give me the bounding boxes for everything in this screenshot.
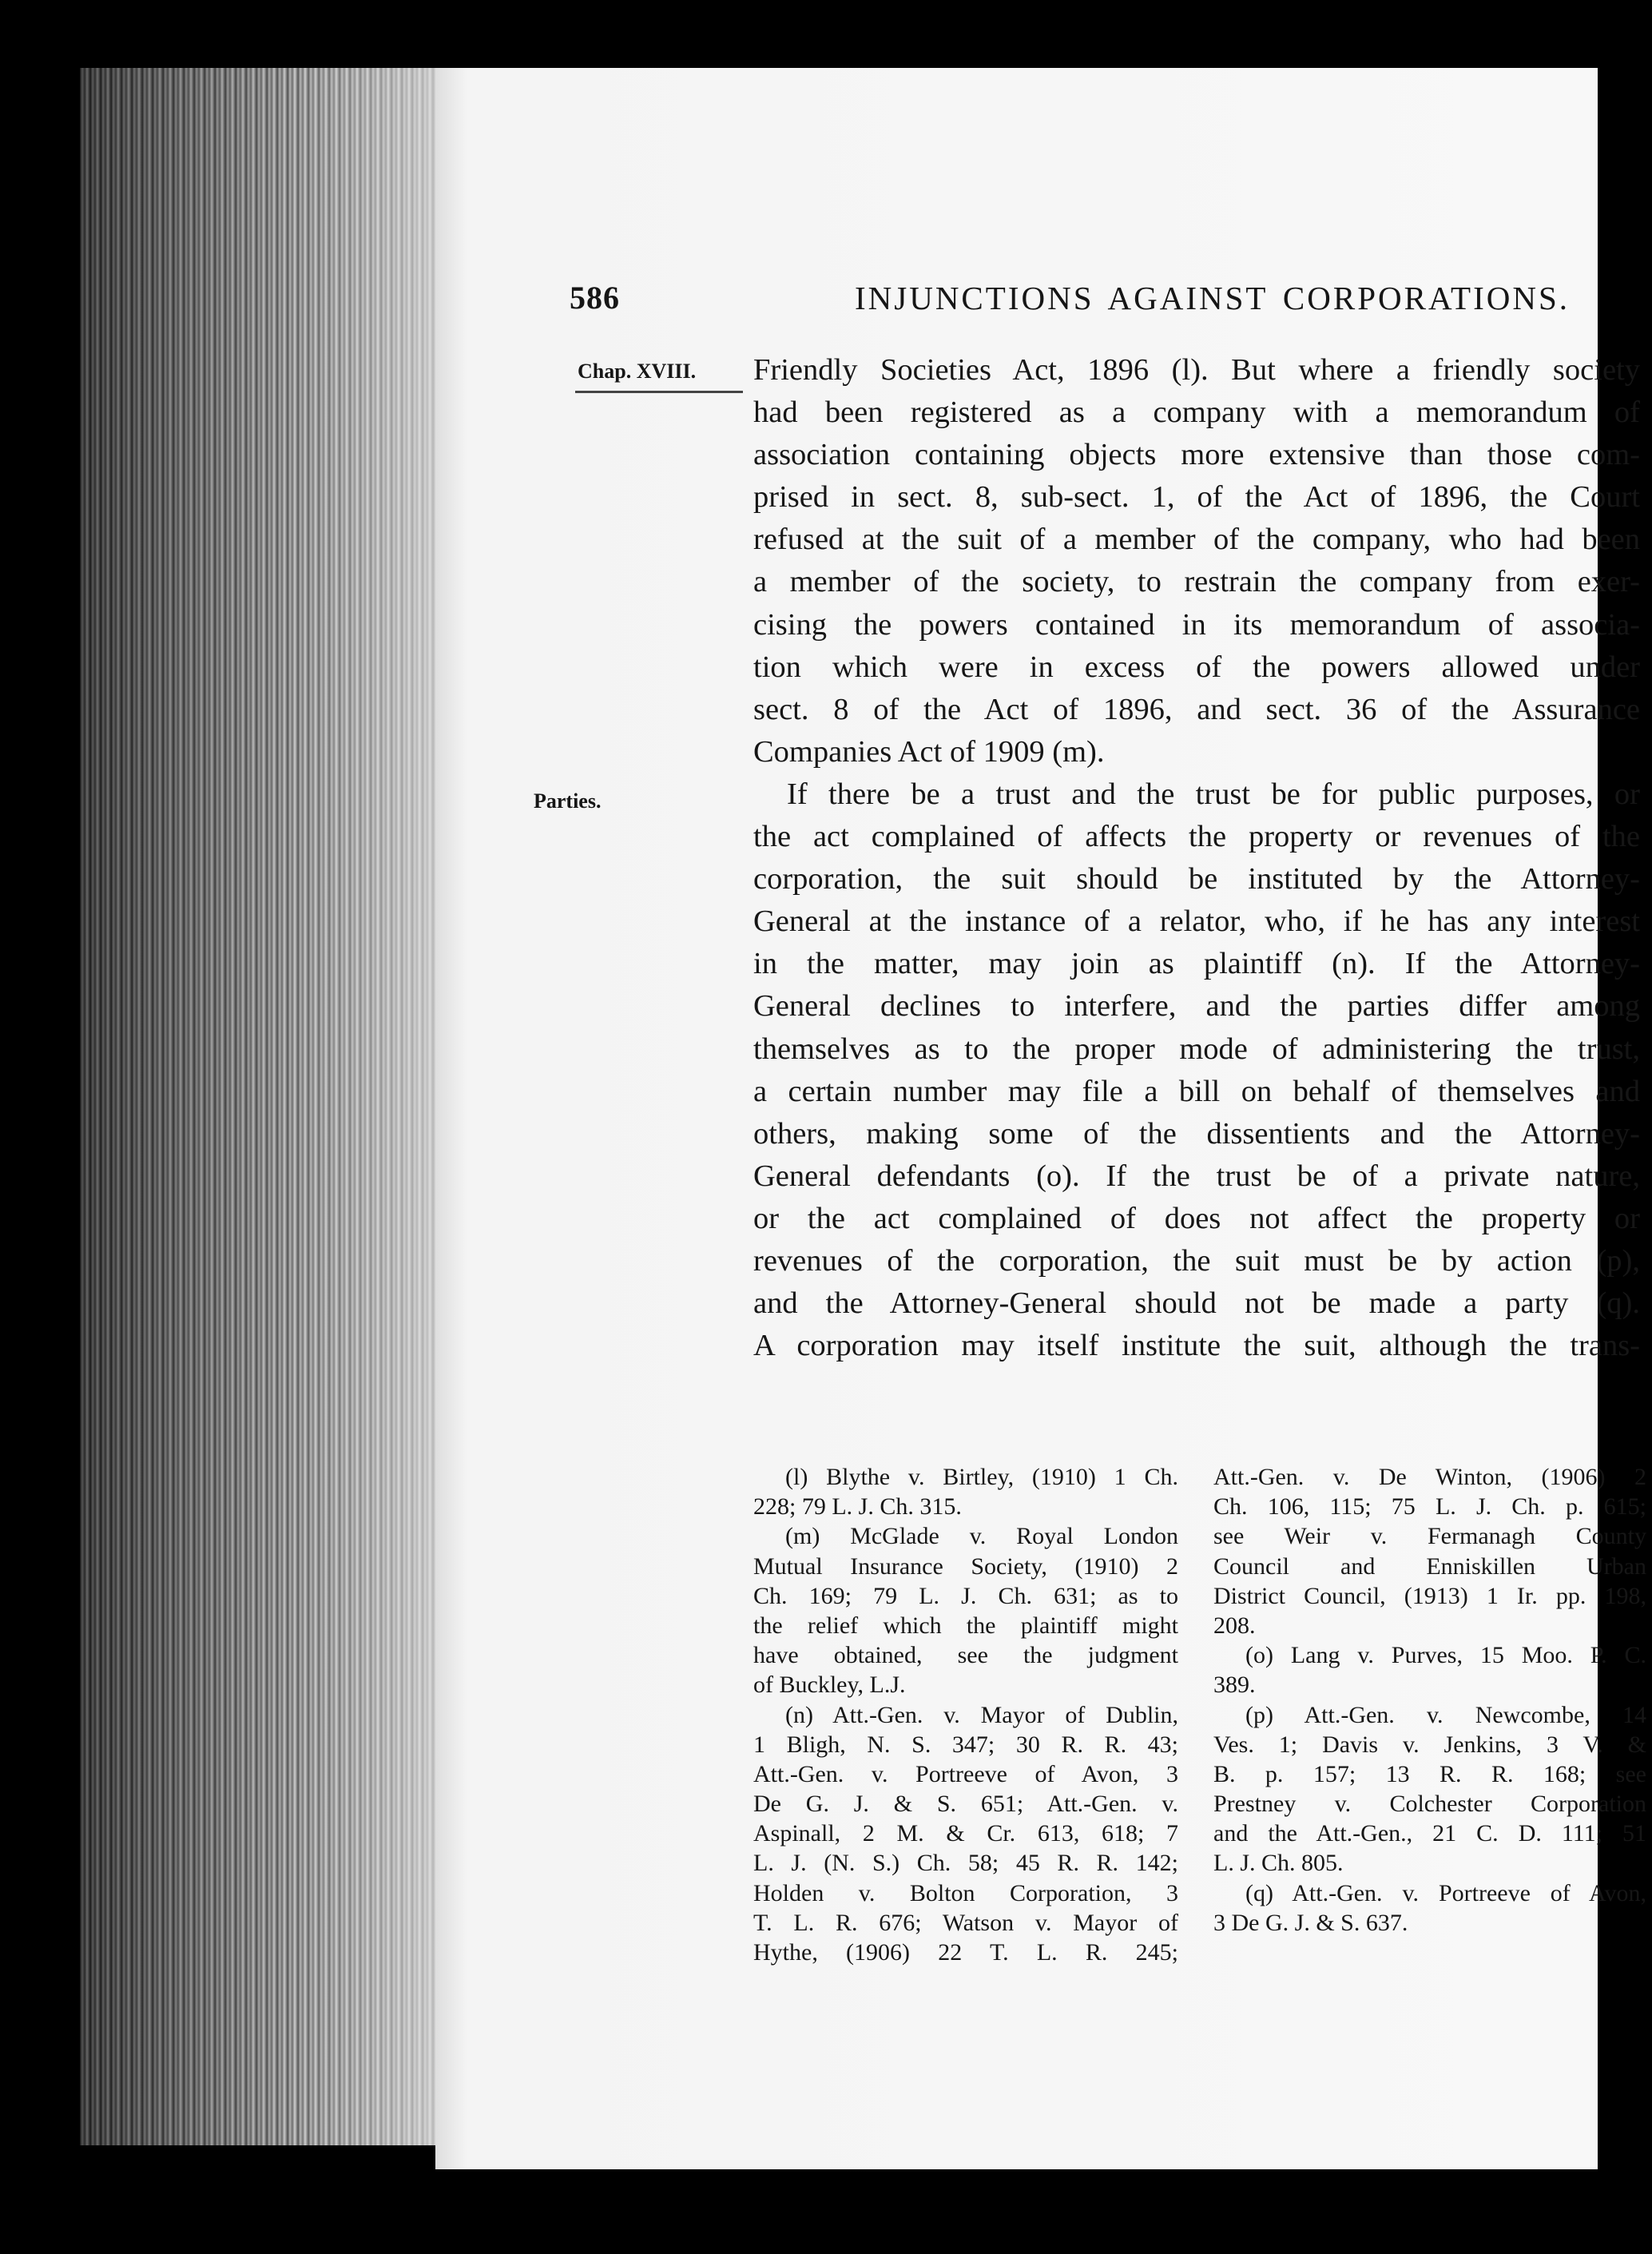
body-line: or the act complained of does not affect the property or <box>753 1201 1640 1235</box>
margin-note-parties: Parties. <box>534 789 602 813</box>
running-head: INJUNCTIONS AGAINST CORPORATIONS. <box>855 280 1571 316</box>
body-line: tion which were in excess of the powers allowed under <box>753 650 1640 684</box>
body-line: in the matter, may join as plaintiff (n). If the Attorney- <box>753 947 1640 981</box>
footnote-line: Att.-Gen. v. De Winton, (1906) 2 <box>1213 1464 1646 1490</box>
margin-rule <box>575 391 743 393</box>
body-line: a certain number may file a bill on behalf of themselves and <box>753 1074 1640 1108</box>
footnote-line: B. p. 157; 13 R. R. 168; see <box>1213 1760 1646 1787</box>
footnote-line: 208. <box>1213 1612 1256 1639</box>
footnote-line: (l) Blythe v. Birtley, (1910) 1 Ch. <box>785 1464 1178 1490</box>
footnote-line: of Buckley, L.J. <box>753 1672 906 1699</box>
footnote-line: and the Att.-Gen., 21 C. D. 111; 51 <box>1213 1820 1646 1847</box>
footnote-line: Prestney v. Colchester Corporation <box>1213 1791 1646 1818</box>
body-text <box>753 349 1640 1367</box>
footnote-line: Hythe, (1906) 22 T. L. R. 245; <box>753 1939 1178 1966</box>
footnote-line: Mutual Insurance Society, (1910) 2 <box>753 1552 1178 1580</box>
body-line: corporation, the suit should be instituted by the Attorney- <box>753 862 1640 896</box>
body-line: and the Attorney-General should not be made a party (q). <box>753 1286 1640 1321</box>
footnote-line: L. J. Ch. 805. <box>1213 1850 1344 1877</box>
body-line: association containing objects more extensive than those com- <box>753 438 1640 472</box>
book-page <box>435 68 1646 2169</box>
body-line: Friendly Societies Act, 1896 (l). But where a friendly society <box>753 353 1640 387</box>
body-line: a member of the society, to restrain the company from exer- <box>753 565 1640 599</box>
page-number: 586 <box>570 280 620 316</box>
footnote-line: (n) Att.-Gen. v. Mayor of Dublin, <box>785 1701 1178 1728</box>
footnote-line: (m) McGlade v. Royal London <box>785 1523 1178 1550</box>
body-line: If there be a trust and the trust be for public purposes, or <box>787 777 1640 811</box>
footnote-line: have obtained, see the judgment <box>753 1642 1178 1669</box>
body-line: others, making some of the dissentients and the Attorney- <box>753 1116 1640 1151</box>
footnote-line: see Weir v. Fermanagh County <box>1213 1523 1646 1550</box>
footnote-line: Council and Enniskillen Urban <box>1213 1552 1646 1580</box>
footnote-line: District Council, (1913) 1 Ir. pp. 198, <box>1213 1582 1646 1609</box>
footnotes-right-column <box>1213 1462 1646 1938</box>
body-line: A corporation may itself institute the suit, although the trans- <box>753 1329 1640 1363</box>
footnote-line: T. L. R. 676; Watson v. Mayor of <box>753 1909 1178 1936</box>
body-line: General defendants (o). If the trust be of a private nature, <box>753 1159 1640 1193</box>
body-line: General declines to interfere, and the parties differ among <box>753 989 1640 1024</box>
body-line: Companies Act of 1909 (m). <box>753 734 1105 769</box>
footnote-line: Ves. 1; Davis v. Jenkins, 3 V. & <box>1213 1731 1646 1758</box>
footnote-line: (p) Att.-Gen. v. Newcombe, 14 <box>1245 1701 1646 1728</box>
body-line: sect. 8 of the Act of 1896, and sect. 36 of the Assurance <box>753 692 1640 726</box>
footnote-line: 3 De G. J. & S. 637. <box>1213 1909 1408 1936</box>
body-line: General at the instance of a relator, who, if he has any interest <box>753 904 1640 939</box>
body-line: had been registered as a company with a memorandum of <box>753 396 1640 430</box>
footnote-line: (q) Att.-Gen. v. Portreeve of Avon, <box>1245 1879 1646 1906</box>
body-line: the act complained of affects the property or revenues of the <box>753 820 1640 854</box>
margin-note-chapter: Chap. XVIII. <box>578 360 697 383</box>
body-line: refused at the suit of a member of the company, who had been <box>753 523 1640 557</box>
footnote-line: 389. <box>1213 1672 1256 1699</box>
footnotes-left-column <box>753 1462 1178 1967</box>
footnote-line: Ch. 169; 79 L. J. Ch. 631; as to <box>753 1582 1178 1609</box>
footnote-line: De G. J. & S. 651; Att.-Gen. v. <box>753 1791 1178 1818</box>
footnote-line: L. J. (N. S.) Ch. 58; 45 R. R. 142; <box>753 1850 1178 1877</box>
body-line: themselves as to the proper mode of administering the trust, <box>753 1032 1640 1066</box>
book-page-edges <box>80 68 435 2145</box>
footnote-line: the relief which the plaintiff might <box>753 1612 1178 1639</box>
footnote-line: Aspinall, 2 M. & Cr. 613, 618; 7 <box>753 1820 1178 1847</box>
footnote-line: Ch. 106, 115; 75 L. J. Ch. p. 615; <box>1213 1493 1646 1521</box>
footnote-line: 228; 79 L. J. Ch. 315. <box>753 1493 962 1521</box>
footnote-line: Att.-Gen. v. Portreeve of Avon, 3 <box>753 1760 1178 1787</box>
footnote-line: Holden v. Bolton Corporation, 3 <box>753 1879 1178 1906</box>
body-line: cising the powers contained in its memorandum of associa- <box>753 607 1640 642</box>
body-line: prised in sect. 8, sub-sect. 1, of the Act of 1896, the Court <box>753 480 1640 515</box>
body-line: revenues of the corporation, the suit must be by action (p), <box>753 1243 1640 1278</box>
footnote-line: (o) Lang v. Purves, 15 Moo. P. C. <box>1245 1642 1646 1669</box>
footnote-line: 1 Bligh, N. S. 347; 30 R. R. 43; <box>753 1731 1178 1758</box>
